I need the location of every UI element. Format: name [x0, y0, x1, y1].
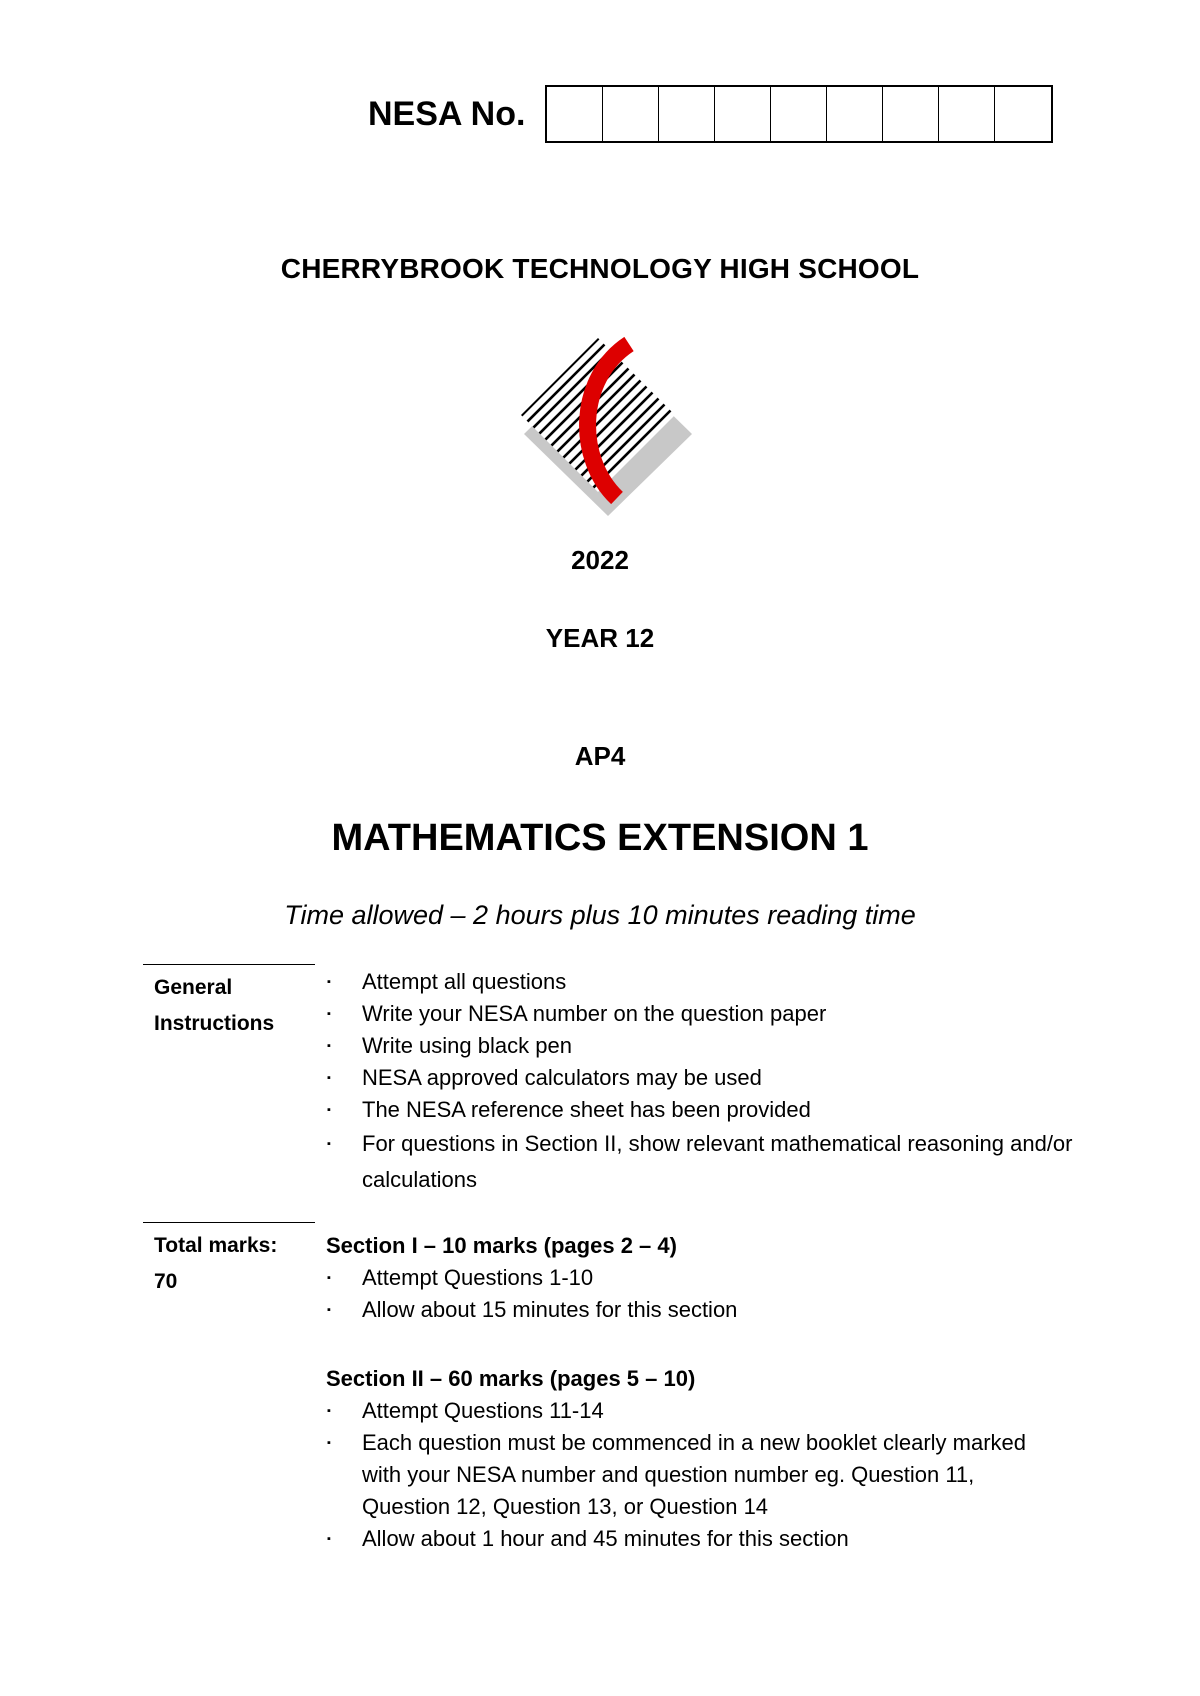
nesa-digit-box[interactable] [603, 87, 659, 141]
list-item: ▪ Attempt Questions 11-14 [326, 1395, 1026, 1427]
total-marks-label: Total marks: 70 [154, 1234, 278, 1293]
nesa-label: NESA No. [368, 94, 526, 133]
nesa-digit-box[interactable] [715, 87, 771, 141]
nesa-number-row [368, 85, 1053, 143]
nesa-digit-box[interactable] [827, 87, 883, 141]
section-2-list [326, 1395, 1026, 1555]
list-item: ▪ Write using black pen [326, 1030, 1106, 1062]
divider [143, 964, 315, 965]
nesa-digit-box[interactable] [939, 87, 995, 141]
assessment-code: AP4 [574, 741, 626, 771]
nesa-digit-box[interactable] [995, 87, 1051, 141]
section-1-list [326, 1262, 1106, 1326]
list-item: ▪ Attempt all questions [326, 966, 1106, 998]
nesa-digit-box[interactable] [547, 87, 603, 141]
section-2-heading: Section II – 60 marks (pages 5 – 10) [326, 1366, 696, 1391]
exam-year: 2022 [571, 545, 629, 575]
general-instructions-label: General Instructions [154, 976, 275, 1035]
divider [143, 1222, 315, 1223]
list-item: ▪ Each question must be commenced in a new booklet clearly marked with your NESA number and question number eg. Question 11, Question 12, Question 13, or Question 14 [326, 1427, 1026, 1523]
school-name: CHERRYBROOK TECHNOLOGY HIGH SCHOOL [280, 253, 920, 284]
nesa-digit-box[interactable] [771, 87, 827, 141]
list-item: ▪ Attempt Questions 1-10 [326, 1262, 1106, 1294]
list-item: ▪ For questions in Section II, show relevant mathematical reasoning and/or calculations [326, 1126, 1106, 1198]
nesa-digit-box[interactable] [883, 87, 939, 141]
list-item: ▪ Allow about 1 hour and 45 minutes for this section [326, 1523, 1026, 1555]
time-allowed: Time allowed – 2 hours plus 10 minutes reading time [284, 900, 916, 930]
school-logo-icon [505, 330, 695, 520]
list-item: ▪ NESA approved calculators may be used [326, 1062, 1106, 1094]
subject-title: MATHEMATICS EXTENSION 1 [331, 817, 869, 859]
year-level: YEAR 12 [545, 623, 655, 653]
general-instructions-list [326, 966, 1106, 1198]
nesa-digit-box[interactable] [659, 87, 715, 141]
list-item: ▪ The NESA reference sheet has been provided [326, 1094, 1106, 1126]
nesa-number-boxes[interactable] [545, 85, 1053, 143]
list-item: ▪ Write your NESA number on the question paper [326, 998, 1106, 1030]
section-1-heading: Section I – 10 marks (pages 2 – 4) [326, 1233, 677, 1258]
list-item: ▪ Allow about 15 minutes for this section [326, 1294, 1106, 1326]
